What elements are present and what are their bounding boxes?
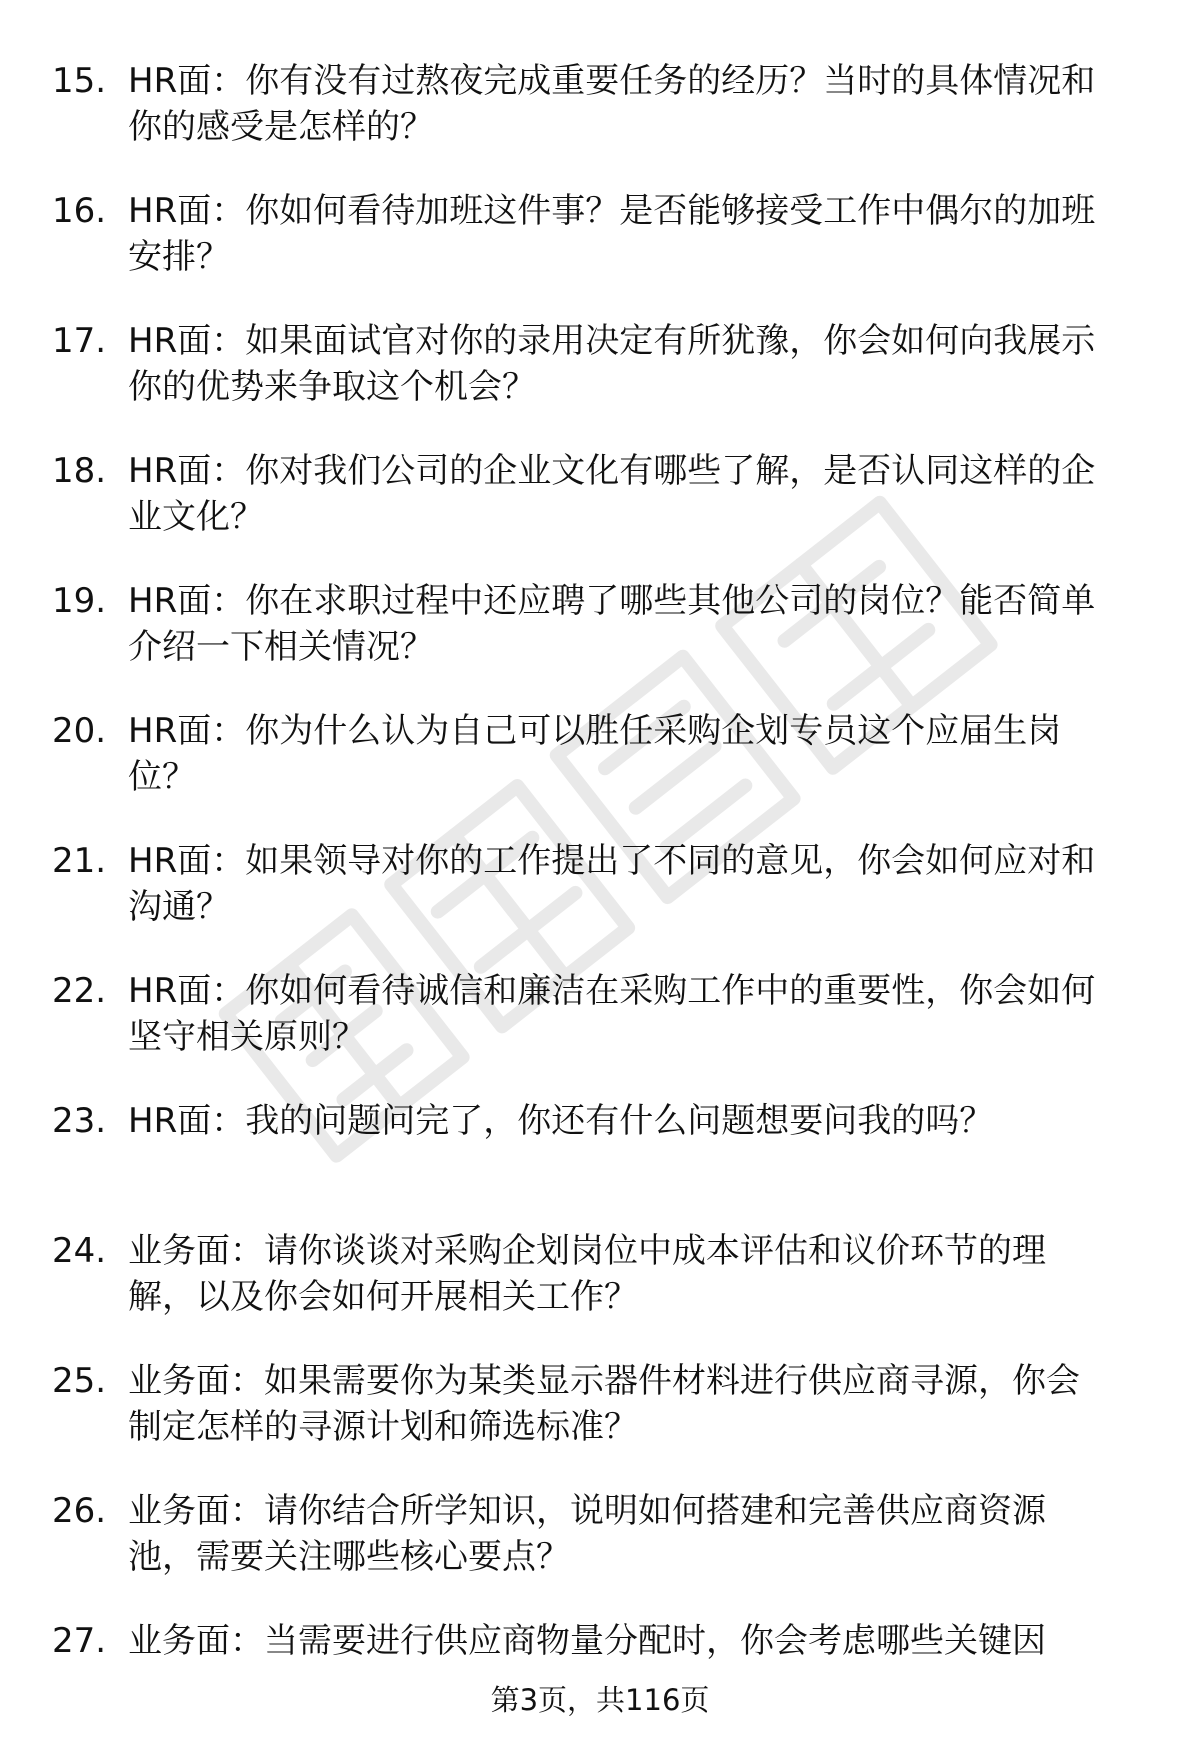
question-text	[128, 318, 1200, 410]
question-text-line: HR面：你对我们公司的企业文化有哪些了解，是否认同这样的企	[128, 451, 1096, 491]
question-number: 22.	[52, 971, 107, 1011]
question-text-line: 业务面：请你谈谈对采购企划岗位中成本评估和议价环节的理	[128, 1231, 1046, 1271]
question-text-line: 位？	[128, 757, 196, 797]
question-number: 24.	[52, 1231, 107, 1271]
question-number: 16.	[52, 191, 107, 231]
question-text-line: 业文化？	[128, 497, 264, 537]
list-item	[52, 578, 1162, 708]
question-text	[128, 578, 1200, 670]
list-item	[52, 1358, 1162, 1488]
list-item	[52, 838, 1162, 968]
question-text-line: 你的优势来争取这个机会？	[128, 367, 536, 407]
question-text	[128, 1098, 1200, 1144]
question-text-line: 业务面：请你结合所学知识，说明如何搭建和完善供应商资源	[128, 1491, 1046, 1531]
question-number: 17.	[52, 321, 107, 361]
question-text-line: 沟通？	[128, 887, 230, 927]
question-text-line: 你的感受是怎样的？	[128, 107, 434, 147]
list-item	[52, 1098, 1162, 1228]
question-list	[52, 58, 1162, 1748]
question-text-line: HR面：你有没有过熬夜完成重要任务的经历？当时的具体情况和	[128, 61, 1096, 101]
list-item	[52, 58, 1162, 188]
question-text-line: 业务面：当需要进行供应商物量分配时，你会考虑哪些关键因	[128, 1621, 1046, 1661]
question-number: 19.	[52, 581, 107, 621]
question-text-line: 介绍一下相关情况？	[128, 627, 434, 667]
question-number: 18.	[52, 451, 107, 491]
list-item	[52, 318, 1162, 448]
question-text	[128, 448, 1200, 540]
question-text-line: 业务面：如果需要你为某类显示器件材料进行供应商寻源，你会	[128, 1361, 1080, 1401]
question-text-line: HR面：如果面试官对你的录用决定有所犹豫，你会如何向我展示	[128, 321, 1096, 361]
question-number: 15.	[52, 61, 107, 101]
list-item	[52, 1228, 1162, 1358]
list-item	[52, 708, 1162, 838]
question-text	[128, 1618, 1200, 1664]
question-text-line: 坚守相关原则？	[128, 1017, 366, 1057]
question-text	[128, 58, 1200, 150]
question-text	[128, 1358, 1200, 1450]
page-number: 第3页，共116页	[490, 1683, 710, 1717]
question-number: 27.	[52, 1621, 107, 1661]
question-number: 25.	[52, 1361, 107, 1401]
question-number: 23.	[52, 1101, 107, 1141]
question-text	[128, 838, 1200, 930]
question-text-line: 解，以及你会如何开展相关工作？	[128, 1277, 638, 1317]
list-item	[52, 448, 1162, 578]
question-text	[128, 188, 1200, 280]
question-text-line: HR面：我的问题问完了，你还有什么问题想要问我的吗？	[128, 1101, 994, 1141]
question-text	[128, 968, 1200, 1060]
question-text-line: 池，需要关注哪些核心要点？	[128, 1537, 570, 1577]
list-item	[52, 188, 1162, 318]
question-text-line: 制定怎样的寻源计划和筛选标准？	[128, 1407, 638, 1447]
question-text-line: HR面：如果领导对你的工作提出了不同的意见，你会如何应对和	[128, 841, 1096, 881]
question-number: 21.	[52, 841, 107, 881]
question-text-line: HR面：你为什么认为自己可以胜任采购企划专员这个应届生岗	[128, 711, 1062, 751]
question-text-line: HR面：你如何看待诚信和廉洁在采购工作中的重要性，你会如何	[128, 971, 1096, 1011]
question-number: 20.	[52, 711, 107, 751]
question-text	[128, 1228, 1200, 1320]
question-text-line: HR面：你在求职过程中还应聘了哪些其他公司的岗位？能否简单	[128, 581, 1096, 621]
question-text	[128, 708, 1200, 800]
question-text	[128, 1488, 1200, 1580]
question-text-line: HR面：你如何看待加班这件事？是否能够接受工作中偶尔的加班	[128, 191, 1096, 231]
list-item	[52, 1488, 1162, 1618]
question-number: 26.	[52, 1491, 107, 1531]
question-text-line: 安排？	[128, 237, 230, 277]
list-item	[52, 968, 1162, 1098]
